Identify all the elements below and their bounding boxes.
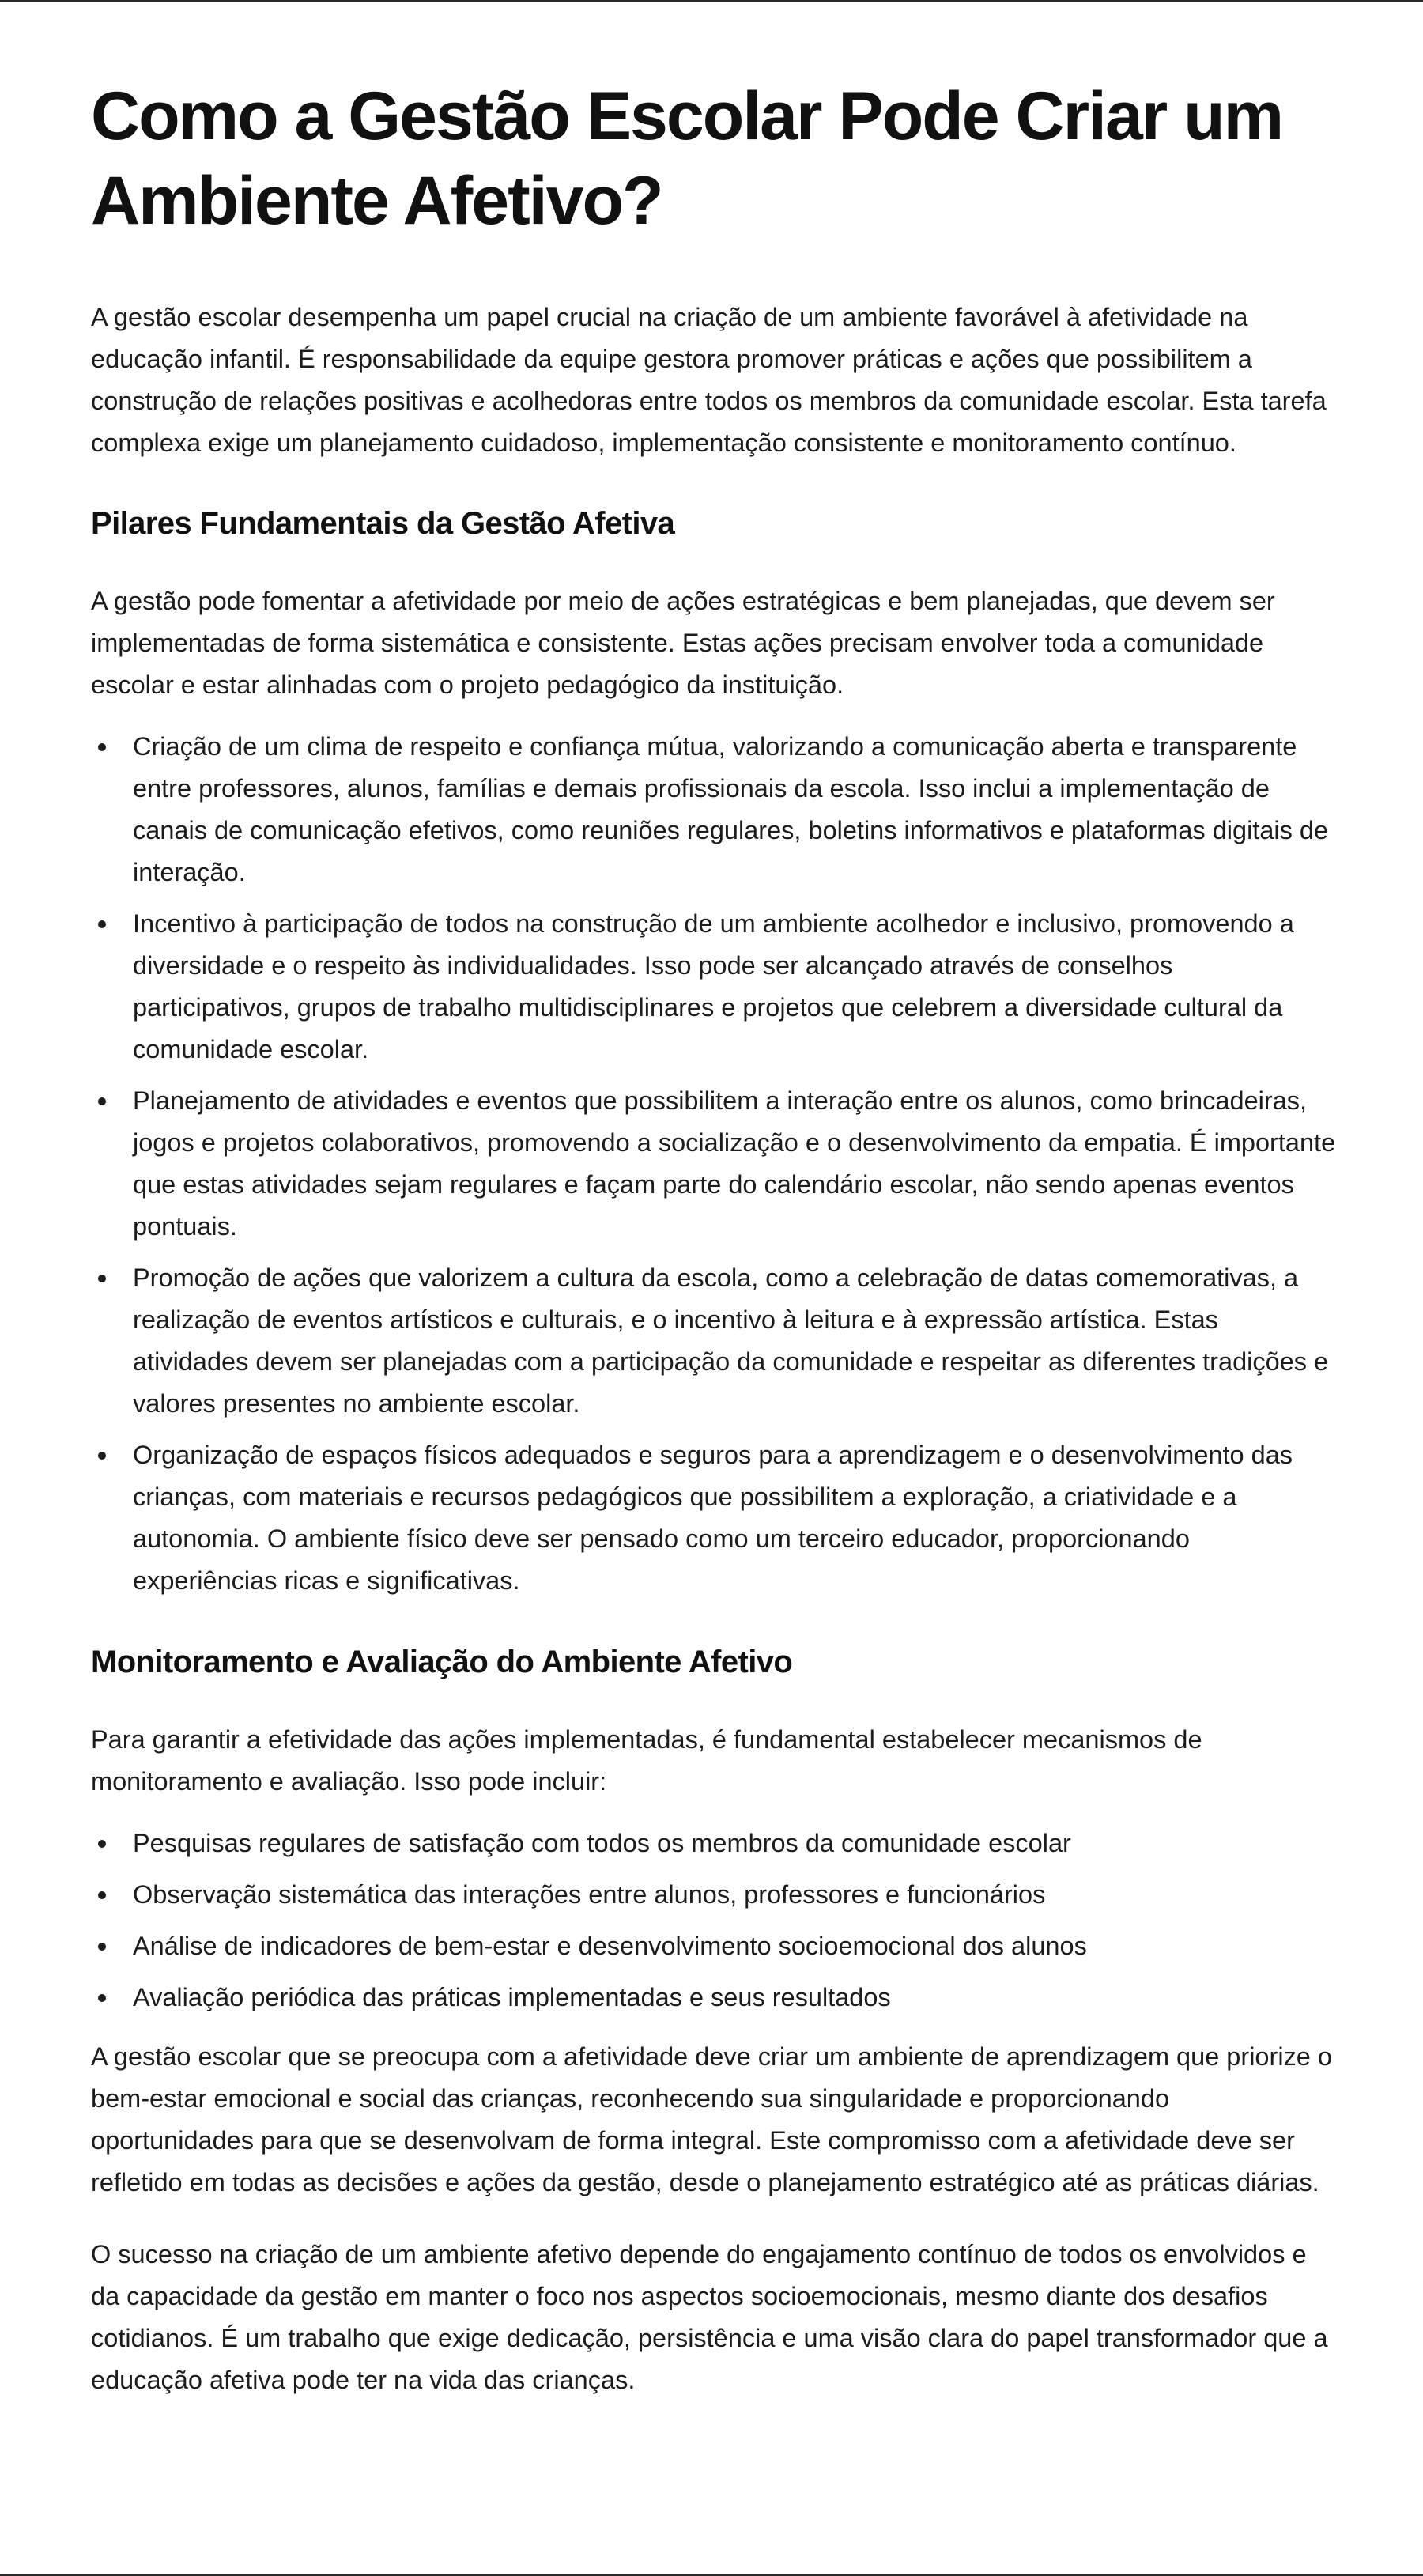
pilares-paragraph: A gestão pode fomentar a afetividade por meio de ações estratégicas e bem planejadas, que devem ser implementadas de forma sistemática e consistente. Estas ações precisam envolver toda a comunidade escolar e estar alinhadas com o projeto pedagógico da instituição. (91, 587, 1275, 699)
list-item: Análise de indicadores de bem-estar e desenvolvimento socioemocional dos alunos (91, 1925, 1336, 1967)
list-item: Planejamento de atividades e eventos que possibilitem a interação entre os alunos, como brincadeiras, jogos e projetos colaborativos, promovendo a socialização e o desenvolvimento da empatia. É importante que estas atividades sejam regulares e façam parte do calendário escolar, não sendo apenas eventos pontuais. (91, 1080, 1336, 1248)
list-item: Incentivo à participação de todos na construção de um ambiente acolhedor e inclusivo, promovendo a diversidade e o respeito às individualidades. Isso pode ser alcançado através de conselhos participativos, grupos de trabalho multidisciplinares e projetos que celebrem a diversidade cultural da comunidade escolar. (91, 903, 1336, 1071)
conclusion-paragraph: A gestão escolar que se preocupa com a afetividade deve criar um ambiente de aprendizagem que priorize o bem-estar emocional e social das crianças, reconhecendo sua singularidade e proporcionando oportunidades para que se desenvolvam de forma integral. Este compromisso com a afetividade deve ser refletido em todas as decisões e ações da gestão, desde o planejamento estratégico até as práticas diárias. (91, 2042, 1332, 2196)
section-heading-pilares: Pilares Fundamentais da Gestão Afetiva (91, 506, 675, 541)
monitoramento-list (91, 1822, 1336, 2019)
page-title: Como a Gestão Escolar Pode Criar um Ambiente Afetivo? (91, 78, 1283, 239)
section-heading-monitoramento: Monitoramento e Avaliação do Ambiente Afetivo (91, 1645, 793, 1679)
list-item: Avaliação periódica das práticas implementadas e seus resultados (91, 1977, 1336, 2019)
list-item: Criação de um clima de respeito e confiança mútua, valorizando a comunicação aberta e transparente entre professores, alunos, famílias e demais profissionais da escola. Isso inclui a implementação de canais de comunicação efetivos, como reuniões regulares, boletins informativos e plataformas digitais de interação. (91, 726, 1336, 893)
article (91, 2, 1336, 2401)
intro-paragraph: A gestão escolar desempenha um papel crucial na criação de um ambiente favorável à afetividade na educação infantil. É responsabilidade da equipe gestora promover práticas e ações que possibilitem a construção de relações positivas e acolhedoras entre todos os membros da comunidade escolar. Esta tarefa complexa exige um planejamento cuidadoso, implementação consistente e monitoramento contínuo. (91, 303, 1327, 457)
conclusion-paragraph: O sucesso na criação de um ambiente afetivo depende do engajamento contínuo de todos os envolvidos e da capacidade da gestão em manter o foco nos aspectos socioemocionais, mesmo diante dos desafios cotidianos. É um trabalho que exige dedicação, persistência e uma visão clara do papel transformador que a educação afetiva pode ter na vida das crianças. (91, 2240, 1328, 2394)
monitoramento-paragraph: Para garantir a efetividade das ações implementadas, é fundamental estabelecer mecanismos de monitoramento e avaliação. Isso pode incluir: (91, 1725, 1202, 1796)
pilares-list (91, 726, 1336, 1602)
list-item: Promoção de ações que valorizem a cultura da escola, como a celebração de datas comemorativas, a realização de eventos artísticos e culturais, e o incentivo à leitura e à expressão artística. Estas atividades devem ser planejadas com a participação da comunidade e respeitar as diferentes tradições e valores presentes no ambiente escolar. (91, 1257, 1336, 1425)
list-item: Organização de espaços físicos adequados e seguros para a aprendizagem e o desenvolvimento das crianças, com materiais e recursos pedagógicos que possibilitem a exploração, a criatividade e a autonomia. O ambiente físico deve ser pensado como um terceiro educador, proporcionando experiências ricas e significativas. (91, 1434, 1336, 1602)
list-item: Pesquisas regulares de satisfação com todos os membros da comunidade escolar (91, 1822, 1336, 1864)
list-item: Observação sistemática das interações entre alunos, professores e funcionários (91, 1874, 1336, 1916)
